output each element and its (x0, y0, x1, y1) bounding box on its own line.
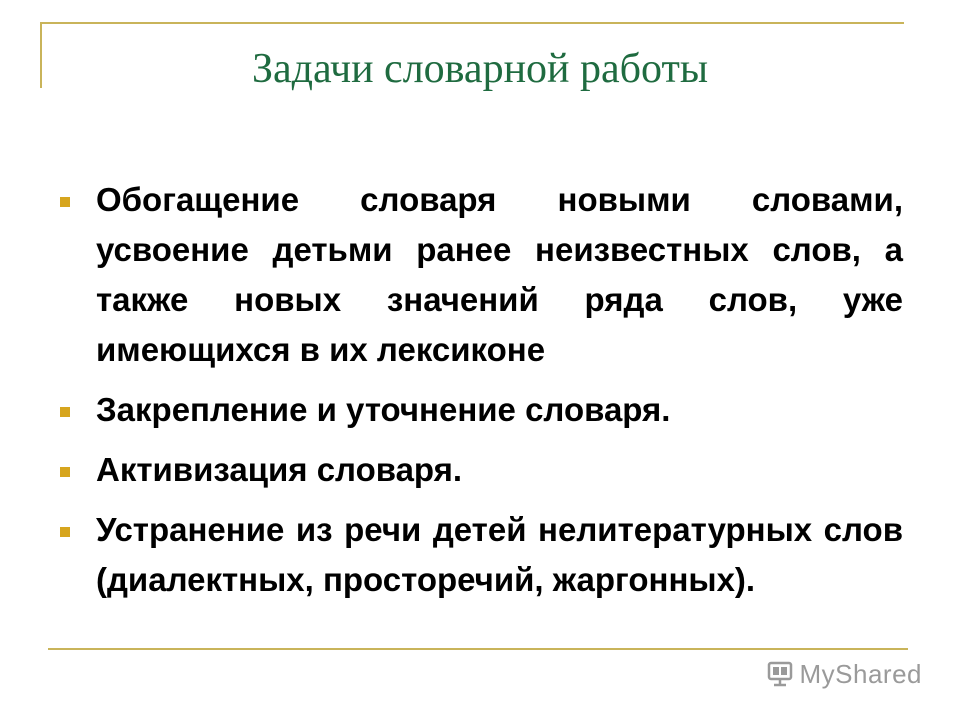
bullet-text: Обогащение словаря новыми словами, усвоение детьми ранее неизвестных слов, а также новых значений ряда слов, уже имеющихся в их лексиконе (96, 181, 903, 368)
bullet-item (60, 385, 903, 435)
watermark-text: MyShared (799, 658, 922, 689)
bullet-item (60, 445, 903, 495)
bullet-text: Активизация словаря. (96, 451, 463, 488)
bullet-text: Закрепление и уточнение словаря. (96, 391, 671, 428)
myshared-watermark (766, 656, 923, 692)
bottom-rule-line (48, 648, 908, 650)
square-bullet-icon (60, 197, 70, 207)
slide-title: Задачи словарной работы (251, 46, 709, 92)
bullet-text: Устранение из речи детей нелитературных слов (диалектных, просторечий, жаргонных). (96, 511, 903, 598)
top-rule-line (40, 22, 904, 24)
bullet-item (60, 505, 903, 605)
bullet-item (60, 175, 903, 375)
square-bullet-icon (60, 527, 70, 537)
square-bullet-icon (60, 467, 70, 477)
bullet-list (60, 175, 903, 615)
square-bullet-icon (60, 407, 70, 417)
presentation-board-icon (766, 660, 794, 688)
